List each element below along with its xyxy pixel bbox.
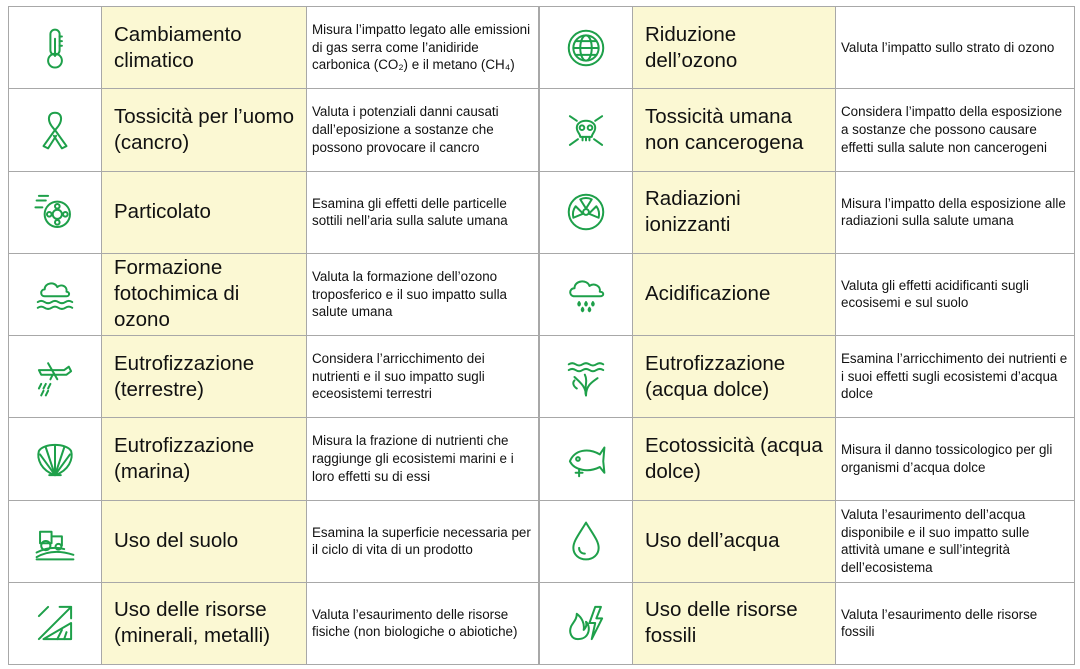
category-name: Formazione fotochimica di ozono bbox=[102, 254, 307, 336]
category-name: Tossicità per l’uomo (cancro) bbox=[102, 89, 307, 171]
tractor-field-icon bbox=[9, 501, 102, 583]
category-description: Misura il danno tossicologico per gli organismi d’acqua dolce bbox=[836, 418, 1075, 500]
seashell-icon bbox=[9, 418, 102, 500]
category-description: Esamina l’arricchimento dei nutrienti e i suoi effetti sugli ecosistemi d’acqua dolce bbox=[836, 336, 1075, 418]
water-drop-icon bbox=[540, 501, 633, 583]
category-name: Uso delle risorse (minerali, metalli) bbox=[102, 583, 307, 665]
category-name: Uso delle risorse fossili bbox=[633, 583, 836, 665]
algae-water-icon bbox=[540, 336, 633, 418]
skull-crossbones-icon bbox=[540, 89, 633, 171]
category-description: Misura la frazione di nutrienti che raggiunge gli ecosistemi marini e i loro effetti su di essi bbox=[307, 418, 540, 500]
category-description: Valuta l’esaurimento delle risorse fisiche (non biologiche o abiotiche) bbox=[307, 583, 540, 665]
fish-icon bbox=[540, 418, 633, 500]
category-description: Considera l’arricchimento dei nutrienti e il suo impatto sugli eceosistemi terrestri bbox=[307, 336, 540, 418]
category-name: Ecotossicità (acqua dolce) bbox=[633, 418, 836, 500]
impact-categories-table bbox=[8, 6, 1075, 665]
category-name: Particolato bbox=[102, 172, 307, 254]
category-description: Esamina gli effetti delle particelle sottili nell’aria sulla salute umana bbox=[307, 172, 540, 254]
category-name: Riduzione dell’ozono bbox=[633, 7, 836, 89]
category-name: Acidificazione bbox=[633, 254, 836, 336]
category-name: Cambiamento climatico bbox=[102, 7, 307, 89]
category-name: Eutrofizzazione (marina) bbox=[102, 418, 307, 500]
category-name: Eutrofizzazione (terrestre) bbox=[102, 336, 307, 418]
category-name: Eutrofizzazione (acqua dolce) bbox=[633, 336, 836, 418]
category-name: Tossicità umana non cancerogena bbox=[633, 89, 836, 171]
globe-icon bbox=[540, 7, 633, 89]
thermometer-icon bbox=[9, 7, 102, 89]
radiation-icon bbox=[540, 172, 633, 254]
category-description: Valuta l’esaurimento dell’acqua disponibile e il suo impatto sulle attività umane e sull’integrità dell’ecosistema bbox=[836, 501, 1075, 583]
category-name: Uso dell’acqua bbox=[633, 501, 836, 583]
crop-duster-icon bbox=[9, 336, 102, 418]
particulate-icon bbox=[9, 172, 102, 254]
category-name: Radiazioni ionizzanti bbox=[633, 172, 836, 254]
category-description: Considera l’impatto della esposizione a sostanze che possono causare effetti sulla salute non cancerogeni bbox=[836, 89, 1075, 171]
acid-rain-icon bbox=[540, 254, 633, 336]
category-name: Uso del suolo bbox=[102, 501, 307, 583]
category-description: Valuta i potenziali danni causati dall’eposizione a sostanze che possono provocare il cancro bbox=[307, 89, 540, 171]
category-description: Misura l’impatto della esposizione alle radiazioni sulla salute umana bbox=[836, 172, 1075, 254]
pickaxe-mineral-icon bbox=[9, 583, 102, 665]
category-description: Misura l’impatto legato alle emissioni di gas serra come l’anidiride carbonica (CO₂) e il metano (CH₄) bbox=[307, 7, 540, 89]
category-description: Valuta l’impatto sullo strato di ozono bbox=[836, 7, 1075, 89]
category-description: Valuta gli effetti acidificanti sugli ecosisemi e sul suolo bbox=[836, 254, 1075, 336]
category-description: Esamina la superficie necessaria per il ciclo di vita di un prodotto bbox=[307, 501, 540, 583]
fossil-energy-icon bbox=[540, 583, 633, 665]
cancer-ribbon-icon bbox=[9, 89, 102, 171]
smog-cloud-icon bbox=[9, 254, 102, 336]
category-description: Valuta l’esaurimento delle risorse fossili bbox=[836, 583, 1075, 665]
category-description: Valuta la formazione dell’ozono troposferico e il suo impatto sulla salute umana bbox=[307, 254, 540, 336]
